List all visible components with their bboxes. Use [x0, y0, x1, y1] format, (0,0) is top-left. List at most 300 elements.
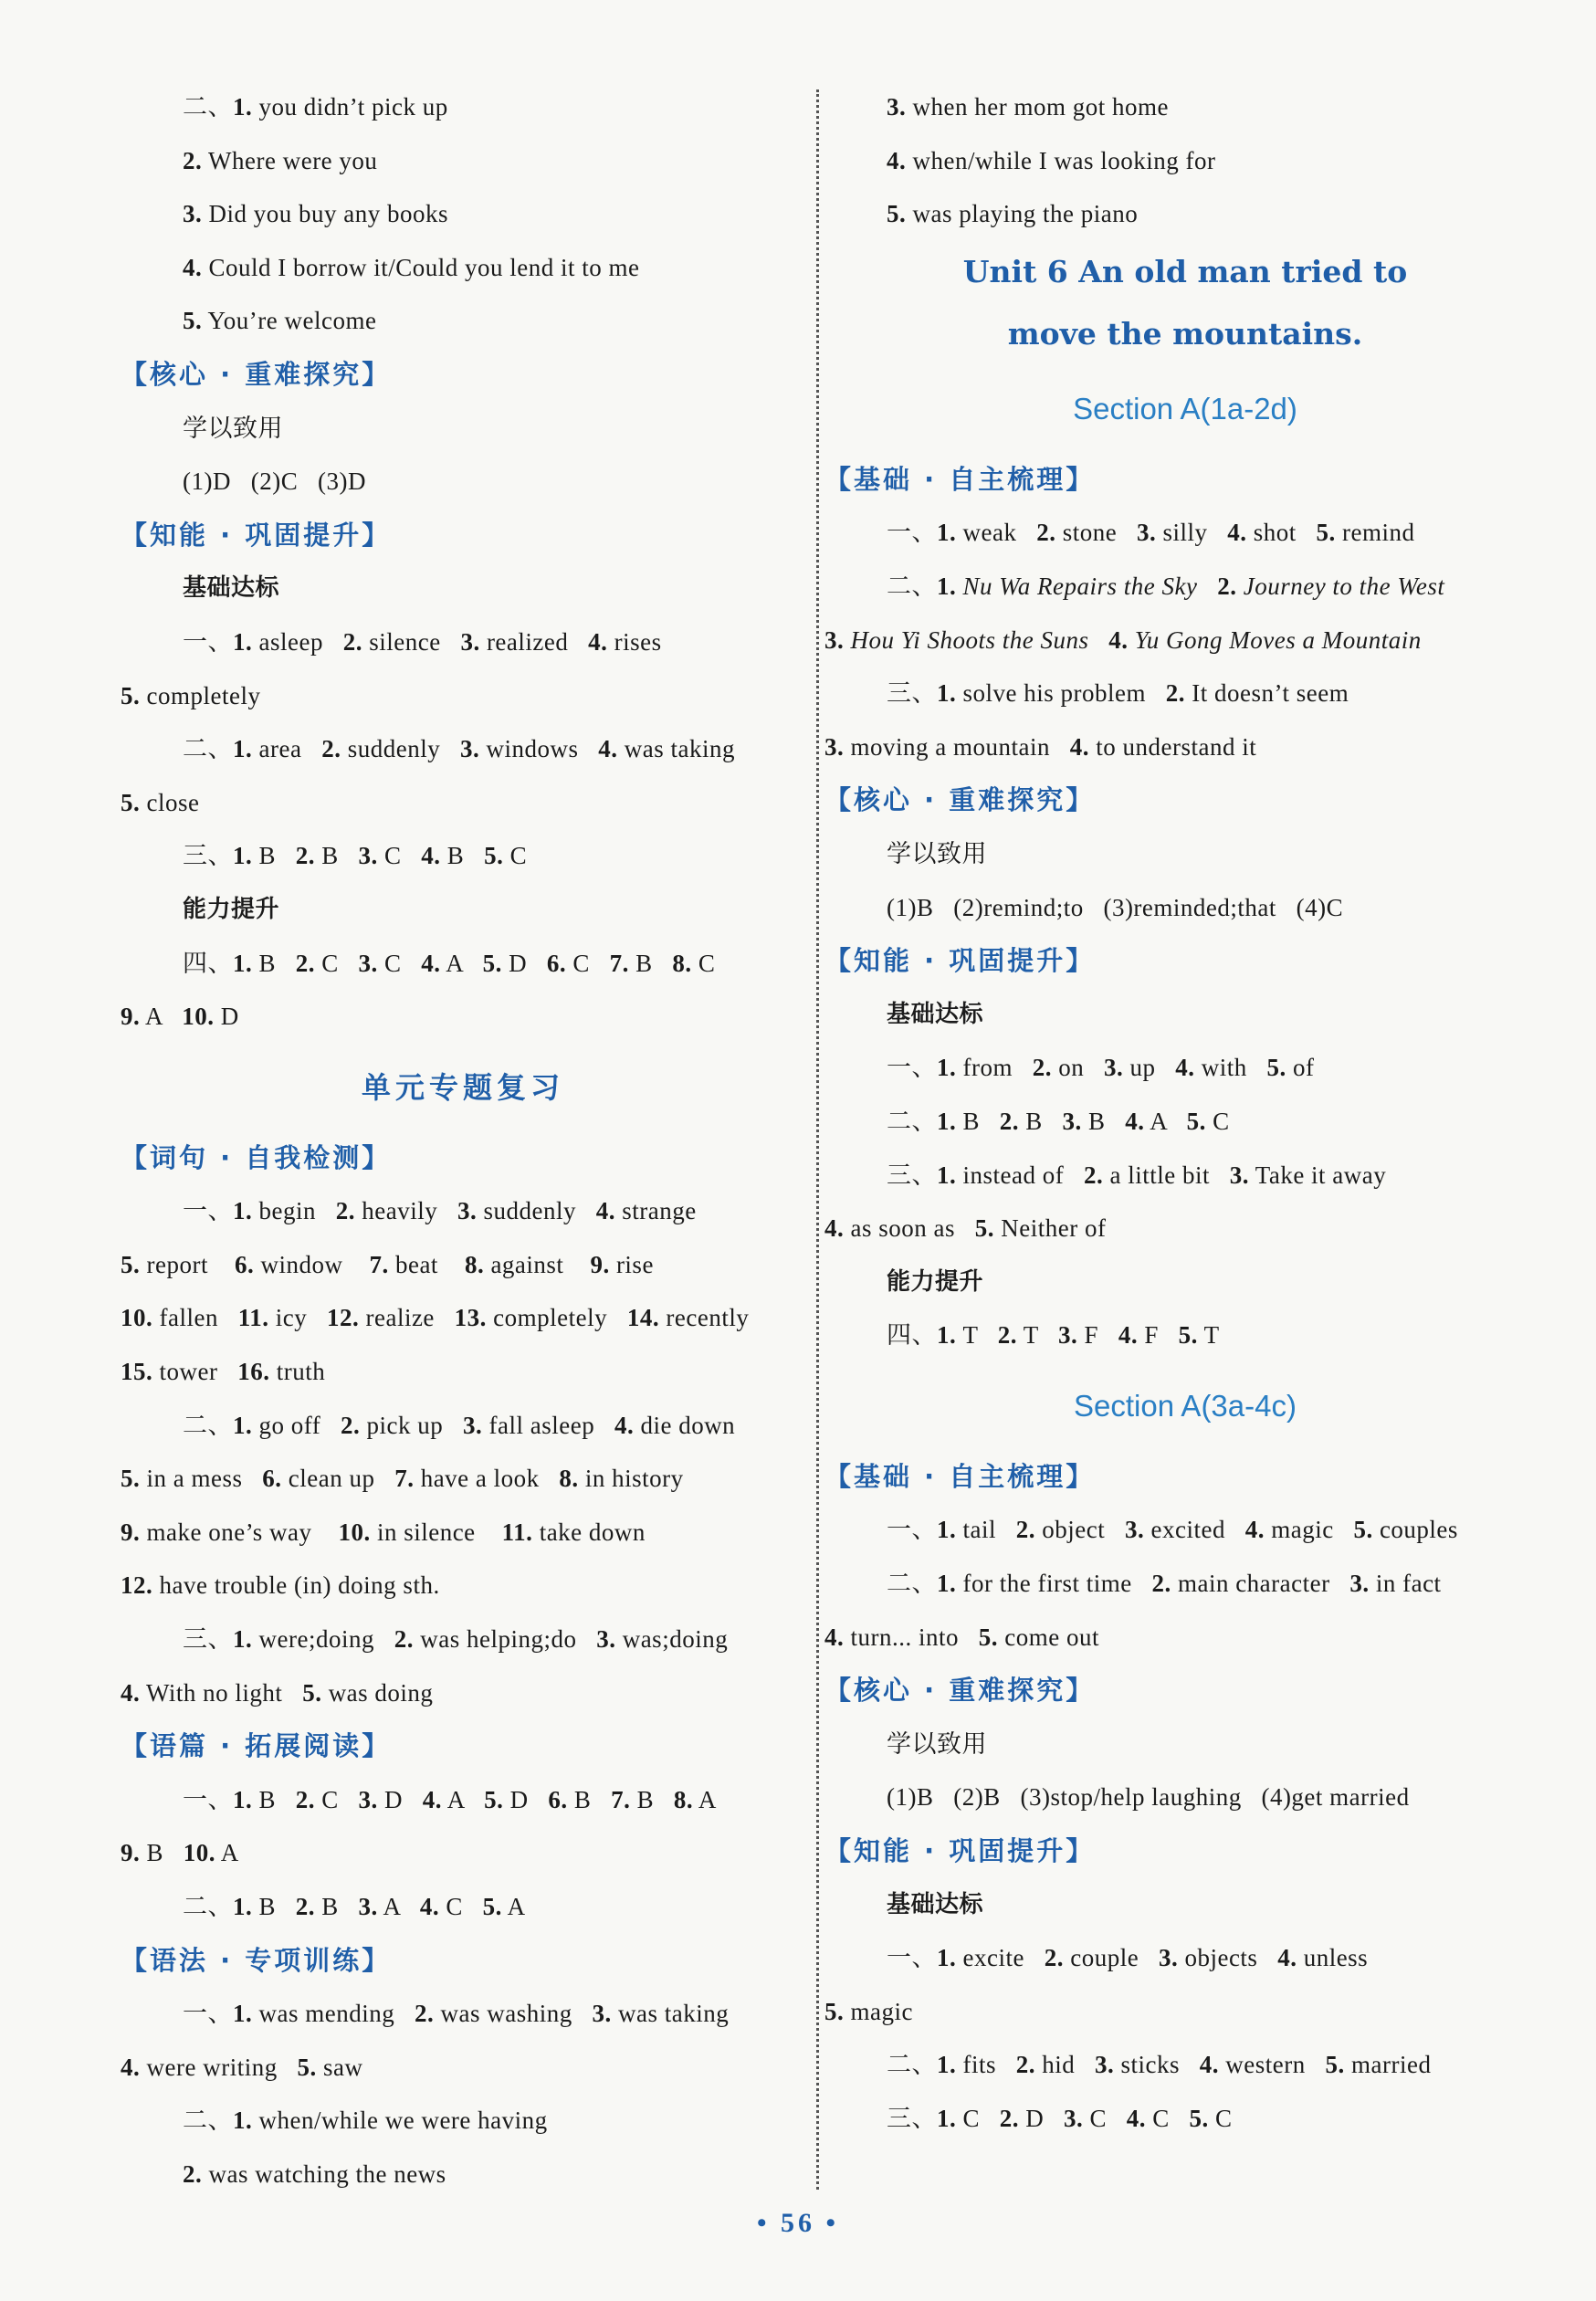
text-segment: couples [1372, 1516, 1458, 1544]
text-segment: 8. [673, 1785, 694, 1813]
column-divider [816, 89, 819, 2190]
answer-line [121, 187, 805, 241]
answer-line [824, 1611, 1546, 1665]
text-segment: 4. [183, 253, 203, 281]
text-segment: fallen [152, 1304, 238, 1332]
text-segment: Could I borrow it/Could you lend it to me [202, 253, 640, 281]
text-segment: Where were you [202, 146, 378, 174]
text-segment: D [1019, 2105, 1065, 2132]
text-segment: Did you buy any books [202, 200, 448, 228]
text-segment: A [440, 949, 483, 977]
text-segment: 【基础 · 自主梳理】 [824, 1460, 1096, 1492]
text-segment: Section A(3a-4c) [1074, 1388, 1297, 1423]
text-segment: 10. [182, 1003, 215, 1031]
text-segment: T [956, 1321, 998, 1350]
text-segment: 6. [548, 1785, 568, 1813]
text-segment: 2. [183, 146, 203, 174]
text-segment: 4. [1108, 625, 1129, 654]
text-segment: (1)B (2)remind;to (3)reminded;that (4)C [887, 893, 1344, 921]
text-segment: shot [1246, 519, 1317, 547]
text-segment: C [1208, 2105, 1233, 2132]
text-segment: 2. [295, 949, 316, 977]
text-segment: close [140, 788, 200, 816]
text-segment: 基础达标 [887, 1000, 984, 1028]
right-column [824, 80, 1546, 2146]
answer-line [824, 1718, 1546, 1771]
text-segment: 5. [1189, 2105, 1209, 2132]
answer-line [824, 1308, 1546, 1362]
text-segment: 3. [1158, 1944, 1179, 1972]
text-segment: strange [614, 1197, 697, 1225]
text-segment: 5. [121, 681, 141, 709]
text-segment: (1)D (2)C (3)D [183, 468, 366, 496]
section-header [121, 1934, 805, 1988]
answer-line [121, 402, 805, 456]
text-segment: 2. [1015, 1516, 1035, 1544]
text-segment: 4. [887, 146, 907, 174]
answer-line [121, 1666, 805, 1720]
text-segment: was;doing [615, 1625, 729, 1654]
text-segment: 1. [937, 1321, 957, 1350]
text-segment: With no light [140, 1678, 303, 1707]
text-segment: 2. [295, 1785, 316, 1813]
text-segment: 6. [262, 1465, 282, 1493]
answer-line [121, 1826, 805, 1880]
text-segment: instead of [956, 1161, 1084, 1189]
text-segment: was mending [252, 2000, 415, 2028]
text-segment: was washing [434, 2000, 593, 2028]
text-segment: was playing the piano [906, 200, 1139, 228]
text-segment: Section A(1a-2d) [1073, 391, 1297, 426]
text-segment: you didn’t pick up [252, 93, 448, 121]
text-segment: were writing [140, 2053, 298, 2081]
text-segment: 【词句 · 自我检测】 [121, 1141, 392, 1173]
subsection-label [824, 1256, 1546, 1309]
text-segment: 1. [233, 1411, 253, 1439]
text-segment: 1. [937, 2051, 957, 2079]
answer-line [121, 937, 805, 991]
text-segment [844, 626, 850, 654]
text-segment: 一、 [887, 519, 937, 547]
text-segment: 9. [121, 1003, 141, 1031]
answer-line [824, 2092, 1546, 2146]
text-segment: 1. [937, 572, 957, 600]
text-segment: 3. [1124, 1516, 1145, 1544]
text-segment: 一、 [887, 1054, 937, 1082]
text-segment: 1. [233, 2107, 253, 2135]
answer-line [121, 1452, 805, 1506]
text-segment: F [1138, 1321, 1179, 1350]
text-segment: 13. [454, 1304, 487, 1332]
answer-line [121, 241, 805, 295]
text-segment: 二、 [887, 1107, 937, 1135]
text-segment: C [439, 1893, 483, 1920]
text-segment: silence [362, 627, 461, 656]
text-segment: 三、 [887, 2105, 937, 2132]
text-segment: have a look [414, 1465, 560, 1493]
subsection-label [824, 1878, 1546, 1932]
text-segment: 5. [1353, 1516, 1373, 1544]
text-segment: 二、 [183, 735, 233, 763]
text-segment: icy [268, 1304, 327, 1332]
text-segment: 4. [614, 1411, 635, 1439]
text-segment: 9. [590, 1250, 610, 1278]
text-segment: object [1035, 1516, 1125, 1544]
answer-line [121, 1559, 805, 1613]
text-segment: Hou Yi Shoots the Suns [850, 625, 1089, 654]
text-segment: 1. [937, 1161, 957, 1189]
text-segment: fall asleep [482, 1411, 614, 1439]
text-segment: B [252, 842, 296, 870]
text-segment: 3. [457, 1197, 478, 1225]
text-segment: 4. [422, 1785, 443, 1813]
text-segment: magic [1264, 1516, 1354, 1544]
text-segment: 【语篇 · 拓展阅读】 [121, 1730, 392, 1762]
text-segment: 3. [358, 949, 378, 977]
text-segment: 一、 [887, 1516, 937, 1544]
text-segment: 5. [121, 1465, 141, 1493]
text-segment: 5. [1325, 2051, 1345, 2079]
text-segment: 3. [1349, 1570, 1370, 1598]
text-segment: area [252, 735, 322, 763]
text-segment: A [1144, 1107, 1187, 1135]
text-segment: 一、 [183, 1785, 233, 1813]
text-segment: 1. [233, 93, 253, 121]
text-segment: T [1017, 1321, 1059, 1350]
text-segment: married [1344, 2051, 1432, 2079]
text-segment: B [140, 1839, 184, 1867]
text-segment: B [630, 1785, 674, 1813]
unit-title [824, 303, 1546, 365]
answer-line [824, 1770, 1546, 1824]
text-segment: 7. [609, 949, 629, 977]
text-segment [1129, 626, 1135, 654]
text-segment: 5. [978, 1623, 998, 1651]
text-segment: 单元专题复习 [361, 1069, 564, 1105]
section-header [824, 1824, 1546, 1878]
text-segment: 4. [1125, 1107, 1145, 1135]
text-segment: truth [269, 1358, 326, 1386]
text-segment: C [315, 1785, 359, 1813]
answer-line [121, 1399, 805, 1453]
text-segment: 二、 [887, 1570, 937, 1598]
text-segment [1197, 573, 1217, 600]
text-segment: 4. [421, 949, 441, 977]
text-segment: 5. [1266, 1054, 1286, 1082]
text-segment: solve his problem [956, 679, 1166, 708]
section-header [824, 934, 1546, 988]
text-segment: 能力提升 [887, 1267, 984, 1296]
text-segment: 3. [460, 627, 480, 656]
text-segment: 10. [338, 1518, 371, 1546]
answer-line [121, 2148, 805, 2201]
text-segment: when/while I was looking for [906, 146, 1216, 174]
text-segment: Unit 6 An old man tried to [962, 253, 1408, 289]
text-segment: 10. [121, 1304, 153, 1332]
text-segment: 3. [358, 842, 378, 870]
text-segment: hid [1035, 2051, 1096, 2079]
text-segment: 3. [463, 1411, 483, 1439]
text-segment: 9. [121, 1518, 141, 1546]
answer-line [121, 990, 805, 1044]
text-segment: fits [956, 2051, 1016, 2079]
text-segment: 一、 [887, 1944, 937, 1972]
text-segment: was taking [611, 2000, 730, 2028]
text-segment: 2. [295, 842, 316, 870]
text-segment: 5. [302, 1678, 322, 1707]
text-segment: 三、 [183, 842, 233, 870]
text-segment: 1. [233, 1197, 253, 1225]
text-segment: 7. [611, 1785, 631, 1813]
text-segment: in history [578, 1465, 684, 1493]
text-segment: 14. [626, 1304, 660, 1332]
text-segment: was helping;do [413, 1625, 597, 1654]
text-segment: 9. [121, 1839, 141, 1867]
text-segment: 2. [414, 2000, 435, 2028]
text-segment: 能力提升 [183, 895, 280, 923]
left-column [121, 80, 805, 2201]
text-segment: 3. [1103, 1054, 1124, 1082]
text-segment: 【核心 · 重难探究】 [824, 1675, 1096, 1707]
text-segment: completely [486, 1304, 627, 1332]
text-segment: 5. [121, 788, 141, 816]
text-segment: Neither of [994, 1214, 1107, 1243]
answer-line [824, 1985, 1546, 2039]
text-segment: 3. [358, 1785, 378, 1813]
text-segment: 3. [1136, 519, 1157, 547]
text-segment: begin [252, 1197, 336, 1225]
text-segment: 1. [233, 735, 253, 763]
text-segment: 学以致用 [887, 839, 987, 867]
answer-line [824, 1149, 1546, 1203]
text-segment: 2. [394, 1625, 414, 1654]
text-segment: go off [252, 1411, 341, 1439]
text-segment: 2. [1151, 1570, 1171, 1598]
text-segment: when/while we were having [252, 2107, 548, 2135]
text-segment: B [440, 842, 485, 870]
text-segment: main character [1171, 1570, 1350, 1598]
text-segment: 2. [321, 735, 341, 763]
section-header [121, 1131, 805, 1185]
text-segment: It doesn’t seem [1184, 679, 1349, 708]
answer-line [824, 80, 1546, 134]
text-segment: B [252, 1893, 296, 1920]
text-segment: 8. [559, 1465, 579, 1493]
text-segment: 【核心 · 重难探究】 [824, 784, 1096, 816]
text-segment: 1. [937, 1944, 957, 1972]
text-segment: 3. [592, 2000, 612, 2028]
answer-line [824, 720, 1546, 774]
text-segment: C [315, 949, 359, 977]
answer-line [121, 2094, 805, 2148]
text-segment: 5. [974, 1214, 994, 1243]
text-segment: 5. [484, 1785, 504, 1813]
answer-line [121, 615, 805, 669]
text-segment: C [691, 949, 716, 977]
text-segment: realize [359, 1304, 455, 1332]
text-segment: up [1123, 1054, 1176, 1082]
text-segment: F [1077, 1321, 1118, 1350]
text-segment: 3. [1062, 1107, 1082, 1135]
text-segment: 【知能 · 巩固提升】 [824, 945, 1096, 977]
text-segment: 1. [233, 949, 253, 977]
text-segment: 四、 [183, 949, 233, 977]
text-segment: 2. [183, 2159, 203, 2188]
text-segment: windows [479, 735, 599, 763]
text-segment: 4. [121, 2053, 141, 2081]
text-segment: to understand it [1088, 732, 1257, 761]
text-segment: 2. [1217, 572, 1237, 600]
text-segment: A [140, 1003, 183, 1031]
text-segment: 7. [394, 1465, 415, 1493]
text-segment: 4. [121, 1678, 141, 1707]
answer-line [121, 829, 805, 883]
answer-line [824, 506, 1546, 560]
answer-line [824, 614, 1546, 667]
text-segment: You’re welcome [202, 307, 377, 335]
text-segment: 2. [999, 1107, 1020, 1135]
answer-line [121, 1238, 805, 1292]
text-segment: 3. [887, 93, 907, 121]
section-header [121, 348, 805, 402]
section-title [824, 365, 1546, 453]
text-segment: was doing [321, 1678, 434, 1707]
text-segment: 5. [1316, 519, 1336, 547]
text-segment: in a mess [140, 1465, 263, 1493]
text-segment: 5. [1178, 1321, 1198, 1350]
text-segment: suddenly [477, 1197, 596, 1225]
text-segment: 10. [183, 1839, 216, 1867]
text-segment: 二、 [183, 93, 233, 121]
text-segment: 5. [484, 842, 504, 870]
answer-line [121, 294, 805, 348]
text-segment: A [215, 1839, 239, 1867]
text-segment: 12. [121, 1571, 153, 1600]
text-segment: 2. [1044, 1944, 1064, 1972]
text-segment: 【基础 · 自主梳理】 [824, 463, 1096, 495]
text-segment: pick up [360, 1411, 463, 1439]
text-segment: B [567, 1785, 612, 1813]
text-segment: Take it away [1248, 1161, 1387, 1189]
text-segment: with [1194, 1054, 1267, 1082]
text-segment: 3. [1229, 1161, 1249, 1189]
text-segment: in fact [1369, 1570, 1442, 1598]
text-segment: 5. [482, 1893, 502, 1920]
text-segment: 3. [1064, 2105, 1084, 2132]
text-segment: 3. [824, 732, 845, 761]
text-segment: 11. [501, 1518, 533, 1546]
text-segment: 2. [1165, 679, 1185, 708]
text-segment: 二、 [887, 2051, 937, 2079]
answer-line [121, 1613, 805, 1666]
answer-line [824, 827, 1546, 881]
text-segment: tail [956, 1516, 1016, 1544]
text-segment: 2. [1015, 2051, 1036, 2079]
text-segment: Yu Gong Moves a Mountain [1134, 625, 1422, 654]
answer-line [824, 667, 1546, 720]
text-segment: 4. [421, 842, 441, 870]
text-segment: 二、 [183, 1893, 233, 1920]
answer-line [121, 1987, 805, 2041]
text-segment: was watching the news [202, 2159, 446, 2188]
text-segment: C [503, 842, 528, 870]
text-segment: B [315, 1893, 359, 1920]
text-segment: 1. [233, 1893, 253, 1920]
answer-line [824, 881, 1546, 935]
text-segment: Journey to the West [1243, 572, 1445, 600]
answer-line [121, 2041, 805, 2095]
text-segment: rises [607, 627, 662, 656]
answer-line [121, 776, 805, 830]
text-segment: 二、 [887, 572, 937, 600]
text-segment: as soon as [844, 1214, 975, 1243]
text-segment: 5. [887, 200, 907, 228]
text-segment: 5. [121, 1250, 141, 1278]
text-segment: 【知能 · 巩固提升】 [121, 519, 392, 551]
text-segment: 4. [595, 1197, 615, 1225]
text-segment: 1. [937, 1054, 957, 1082]
text-segment: 一、 [183, 1197, 233, 1225]
text-segment: 5. [482, 949, 502, 977]
text-segment [1089, 626, 1109, 654]
text-segment: unless [1297, 1944, 1369, 1972]
text-segment: 2. [1083, 1161, 1104, 1189]
section-header [121, 509, 805, 562]
text-segment: C [377, 949, 422, 977]
text-segment: completely [140, 681, 261, 709]
text-segment: 2. [999, 2105, 1020, 2132]
text-segment: A [693, 1785, 717, 1813]
text-segment: 2. [335, 1197, 355, 1225]
text-segment: 6. [234, 1250, 255, 1278]
text-segment: 4. [1277, 1944, 1297, 1972]
text-segment: 1. [937, 1107, 957, 1135]
text-segment: from [956, 1054, 1033, 1082]
text-segment: 【核心 · 重难探究】 [121, 358, 392, 390]
text-segment: 1. [233, 842, 253, 870]
text-segment: 三、 [887, 1161, 937, 1189]
section-header [121, 1719, 805, 1773]
answer-line [121, 1506, 805, 1560]
text-segment: 4. [1118, 1321, 1139, 1350]
text-segment: 2. [295, 1893, 316, 1920]
answer-line [121, 1291, 805, 1345]
answer-line [121, 1184, 805, 1238]
text-segment: 5. [1186, 1107, 1206, 1135]
unit-title [824, 241, 1546, 303]
text-segment: suddenly [341, 735, 460, 763]
text-segment: D [503, 1785, 549, 1813]
text-segment: excite [956, 1944, 1045, 1972]
text-segment: 3. [183, 200, 203, 228]
text-segment: C [1205, 1107, 1230, 1135]
text-segment: D [214, 1003, 239, 1031]
text-segment: A [377, 1893, 420, 1920]
text-segment: 4. [419, 1893, 440, 1920]
text-segment: 11. [237, 1304, 269, 1332]
text-segment: 【语法 · 专项训练】 [121, 1944, 392, 1976]
text-segment: B [315, 842, 359, 870]
text-segment: stone [1055, 519, 1137, 547]
text-segment: 2. [1036, 519, 1056, 547]
text-segment: B [628, 949, 673, 977]
text-segment: of [1286, 1054, 1315, 1082]
text-segment: A [501, 1893, 526, 1920]
text-segment: 3. [358, 1893, 378, 1920]
text-segment: B [1019, 1107, 1063, 1135]
review-title [121, 1044, 805, 1131]
text-segment: 5. [297, 2053, 317, 2081]
